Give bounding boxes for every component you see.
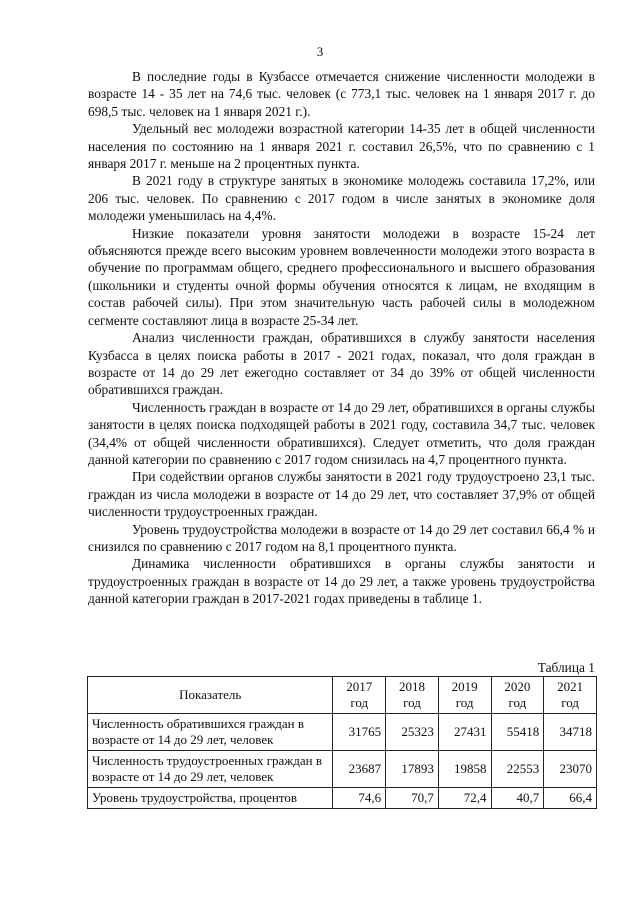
row-label: Численность трудоустроенных граждан в возрасте от 14 до 29 лет, человек [88,751,333,788]
data-table [87,676,597,809]
table-row [88,714,597,751]
year-value: 2020 [504,679,531,694]
header-year [386,677,439,714]
cell-value: 19858 [438,751,491,788]
table-caption: Таблица 1 [537,660,595,675]
year-value: 2021 [557,679,584,694]
cell-value: 74,6 [333,788,386,809]
year-suffix: год [455,695,474,710]
header-year [544,677,597,714]
paragraph: Динамика численности обратившихся в органы службы занятости и трудоустроенных граждан в возрасте от 14 до 29 лет, а также уровень трудоустройства данной категории граждан в 2017-2021 годах приведены в таблице 1. [88,556,595,607]
cell-value: 17893 [386,751,439,788]
paragraph: В 2021 году в структуре занятых в экономике молодежь составила 17,2%, или 206 тыс. человек. По сравнению с 2017 годом в числе занятых в экономике доля молодежи уменьшилась на 4,4%. [88,173,595,224]
paragraph: Низкие показатели уровня занятости молодежи в возрасте 15-24 лет объясняются прежде всего высоким уровнем вовлеченности молодежи этого возраста в обучение по программам общего, среднего профессионального и высшего образования (школьники и студенты очной формы обучения относятся к лицам, не входящим в состав рабочей силы). При этом значительную часть рабочей силы в молодежном сегменте составляют лица в возрасте 25-34 лет. [88,225,595,328]
year-suffix: год [350,695,369,710]
table-row [88,788,597,809]
year-suffix: год [508,695,527,710]
paragraph: Численность граждан в возрасте от 14 до 29 лет, обратившихся в органы службы занятости в целях поиска подходящей работы в 2021 году, составила 34,7 тыс. человек (34,4% от общей численности обратившихся). Следует отметить, что доля граждан данной категории по сравнению с 2017 годом снизилась на 4,7 процентного пункта. [88,399,595,467]
cell-value: 31765 [333,714,386,751]
header-year [491,677,544,714]
header-year [333,677,386,714]
cell-value: 70,7 [386,788,439,809]
page-number: 3 [316,44,324,59]
cell-value: 66,4 [544,788,597,809]
cell-value: 25323 [386,714,439,751]
cell-value: 23070 [544,751,597,788]
row-label: Численность обратившихся граждан в возрасте от 14 до 29 лет, человек [88,714,333,751]
paragraph: Удельный вес молодежи возрастной категории 14-35 лет в общей численности населения по состоянию на 1 января 2021 г. составил 26,5%, что по сравнению с 1 января 2017 г. меньше на 2 процентных пункта. [88,121,595,172]
year-value: 2018 [398,679,425,694]
header-year [438,677,491,714]
cell-value: 23687 [333,751,386,788]
cell-value: 27431 [438,714,491,751]
header-indicator: Показатель [88,677,333,714]
row-label: Уровень трудоустройства, процентов [88,788,333,809]
paragraph: Анализ численности граждан, обратившихся в службу занятости населения Кузбасса в целях поиска работы в 2017 - 2021 годах, показал, что доля граждан в возрасте от 14 до 29 лет ежегодно составляет от 34 до 39% от общей численности обратившихся граждан. [88,330,595,398]
body-text [88,68,595,608]
paragraph: Уровень трудоустройства молодежи в возрасте от 14 до 29 лет составил 66,4 % и снизился по сравнению с 2017 годом на 8,1 процентного пункта. [88,521,595,554]
cell-value: 22553 [491,751,544,788]
cell-value: 55418 [491,714,544,751]
table-row [88,751,597,788]
year-value: 2017 [346,679,373,694]
cell-value: 72,4 [438,788,491,809]
year-suffix: год [403,695,421,710]
paragraph: В последние годы в Кузбассе отмечается снижение численности молодежи в возрасте 14 - 35 лет на 74,6 тыс. человек (с 773,1 тыс. человек на 1 января 2017 г. до 698,5 тыс. человек на 1 января 2021 г.). [88,69,595,119]
table-header-row [88,677,597,714]
cell-value: 40,7 [491,788,544,809]
year-suffix: год [561,695,579,710]
cell-value: 34718 [544,714,597,751]
year-value: 2019 [451,679,478,694]
paragraph: При содействии органов службы занятости в 2021 году трудоустроено 23,1 тыс. граждан из числа молодежи в возрасте от 14 до 29 лет, что составляет 37,9% от общей численности трудоустроенных граждан. [88,469,595,520]
